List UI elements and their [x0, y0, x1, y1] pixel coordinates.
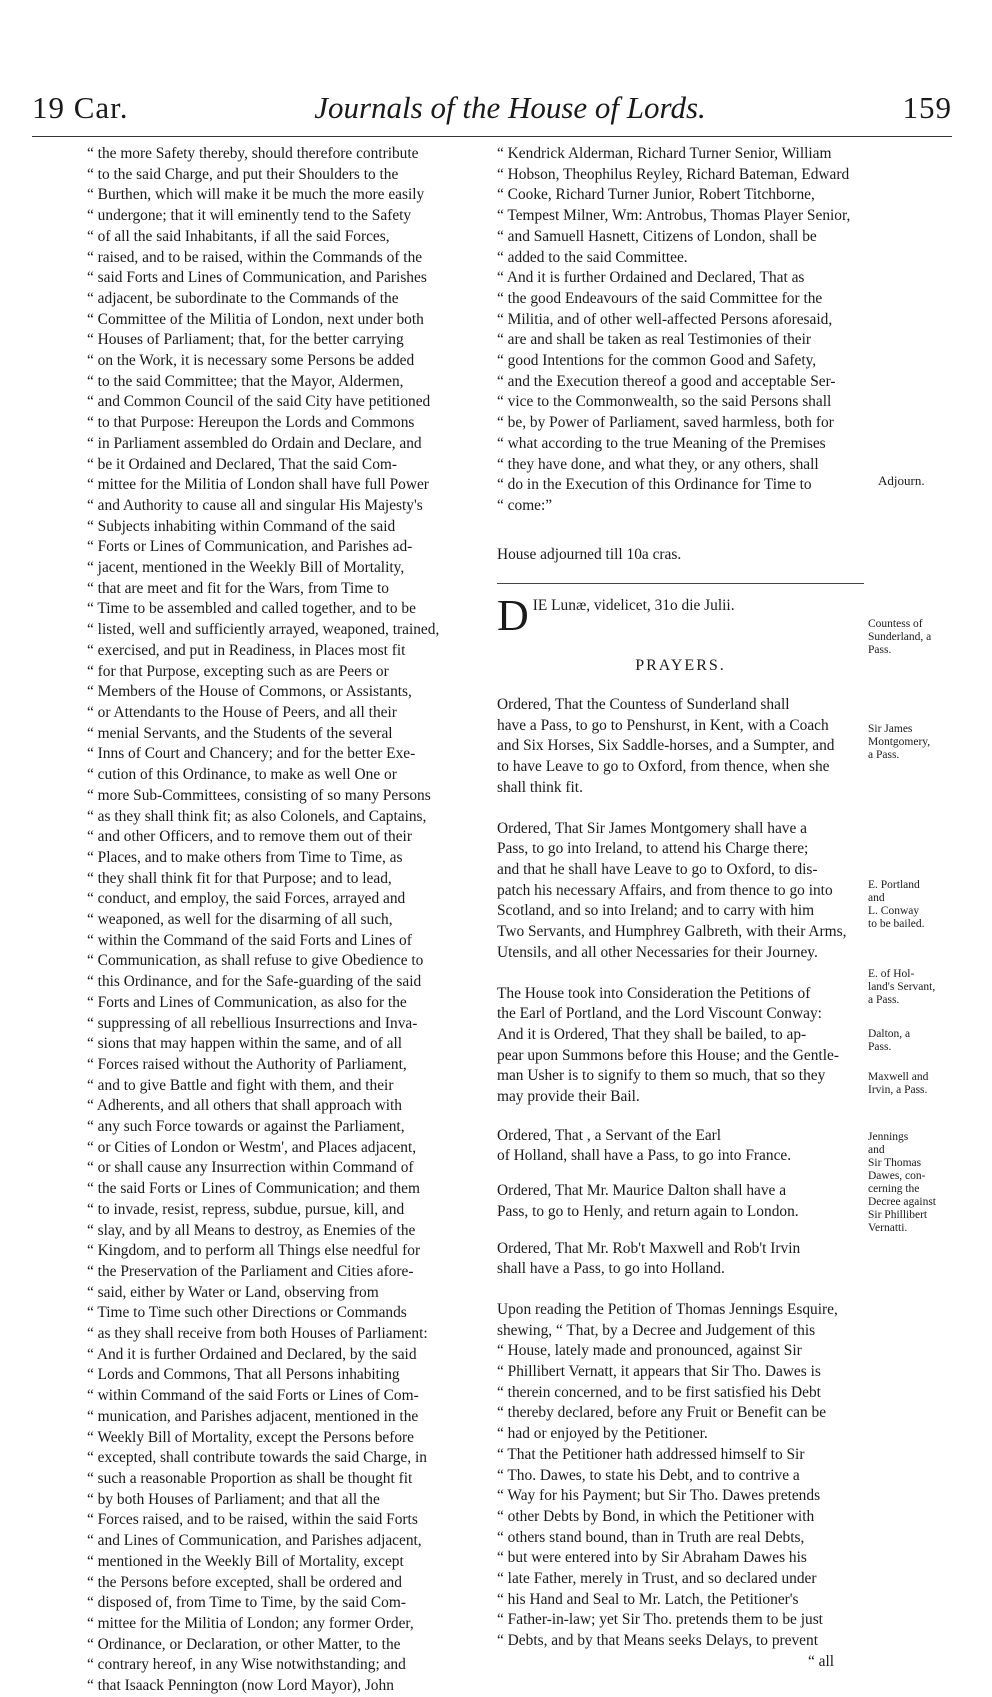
text-line: “ on the Work, it is necessary some Persons be added [87, 352, 415, 370]
text-line: “ this Ordinance, and for the Safe-guarding of the said [87, 973, 422, 991]
sitting-date-text: IE Lunæ, videlicet, 31o die Julii. [532, 597, 735, 615]
order-entry [497, 1126, 864, 1167]
text-line: Pass, to go to Henly, and return again to London. [497, 1202, 799, 1220]
text-line: “ exercised, and put in Readiness, in Places most fit [87, 641, 406, 659]
text-line: “ Time to be assembled and called together, and to be [87, 600, 416, 618]
drop-cap-letter: D [497, 591, 529, 641]
margin-note-adjourn: Adjourn. [878, 473, 925, 488]
text-line: “ what according to the true Meaning of the Premises [497, 434, 826, 452]
text-line: “ Ordinance, or Declaration, or other Matter, to the [87, 1635, 401, 1653]
margin-note-line: Irvin, a Pass. [868, 1084, 928, 1096]
text-line: “ are and shall be taken as real Testimonies of their [497, 331, 812, 349]
running-head-title: Journals of the House of Lords. [314, 90, 706, 125]
text-line: “ raised, and to be raised, within the Commands of the [87, 248, 423, 266]
text-line: “ or shall cause any Insurrection within Command of [87, 1159, 414, 1177]
text-line: “ Kingdom, and to perform all Things else needful for [87, 1242, 421, 1260]
right-column [497, 144, 864, 1673]
margin-note-line: Sir Thomas [868, 1157, 922, 1169]
margin-note-line: E. of Hol- [868, 968, 915, 980]
margin-note-sunderland [868, 618, 956, 657]
text-line: “ that are meet and fit for the Wars, from Time to [87, 579, 389, 597]
text-line: “ that Isaack Pennington (now Lord Mayor), John [87, 1677, 394, 1695]
text-line: “ the Persons before excepted, shall be ordered and [87, 1573, 402, 1591]
text-line: shall think fit. [497, 778, 583, 796]
text-line: “ Way for his Payment; but Sir Tho. Dawes pretends [497, 1487, 821, 1505]
margin-note-line: to be bailed. [868, 918, 925, 930]
text-line: Ordered, That , a Servant of the Earl [497, 1126, 722, 1144]
text-line: “ Houses of Parliament; that, for the better carrying [87, 331, 404, 349]
text-line: the Earl of Portland, and the Lord Viscount Conway: [497, 1005, 822, 1023]
text-line: “ others stand bound, than in Truth are real Debts, [497, 1528, 805, 1546]
text-line: “ such a reasonable Proportion as shall be thought fit [87, 1470, 413, 1487]
margin-note-dalton [868, 1028, 956, 1054]
text-line: “ as they shall receive from both Houses of Parliament: [87, 1325, 428, 1343]
text-line: Upon reading the Petition of Thomas Jennings Esquire, [497, 1300, 838, 1318]
text-line: “ Hobson, Theophilus Reyley, Richard Bateman, Edward [497, 165, 850, 183]
text-line: “ and to give Battle and fight with them, and their [87, 1076, 394, 1094]
text-line: “ excepted, shall contribute towards the said Charge, in [87, 1449, 427, 1467]
margin-note-portland-conway [868, 879, 956, 931]
text-line: patch his necessary Affairs, and from thence to go into [497, 881, 833, 899]
text-line: man Usher is to signify to them so much, that so they [497, 1067, 826, 1085]
text-line: to have Leave to go to Oxford, from thence, when she [497, 758, 830, 776]
text-line: “ mittee for the Militia of London shall have full Power [87, 476, 429, 494]
order-entry [497, 1239, 864, 1280]
text-line: “ weaponed, as well for the disarming of all such, [87, 911, 393, 929]
margin-note-line: a Pass. [868, 994, 900, 1006]
text-line: Ordered, That Mr. Rob't Maxwell and Rob't Irvin [497, 1239, 801, 1257]
text-line: “ Inns of Court and Chancery; and for the better Exe- [87, 745, 416, 763]
order-entry [497, 1181, 864, 1222]
text-line: “ his Hand and Seal to Mr. Latch, the Petitioner's [497, 1590, 799, 1608]
sitting-date [497, 591, 864, 641]
text-line: “ do in the Execution of this Ordinance for Time to [497, 476, 812, 494]
text-line: “ And it is further Ordained and Declared, by the said [87, 1345, 417, 1363]
margin-note-montgomery [868, 723, 956, 762]
text-line: “ come:” [497, 496, 553, 514]
text-line: “ of all the said Inhabitants, if all the said Forces, [87, 227, 390, 245]
text-line: of Holland, shall have a Pass, to go into France. [497, 1147, 792, 1165]
text-line: “ conduct, and employ, the said Forces, arrayed and [87, 890, 406, 908]
text-line: may provide their Bail. [497, 1088, 640, 1106]
text-line: “ Subjects inhabiting within Command of the said [87, 517, 396, 535]
text-line: “ said Forts and Lines of Communication, and Parishes [87, 269, 427, 287]
text-line: Ordered, That Mr. Maurice Dalton shall have a [497, 1182, 787, 1200]
margin-note-line: Dawes, con- [868, 1170, 926, 1182]
text-line: “ and other Officers, and to remove them out of their [87, 828, 412, 846]
text-line: “ Tho. Dawes, to state his Debt, and to contrive a [497, 1466, 800, 1484]
text-line: “ Forces raised without the Authority of Parliament, [87, 1055, 407, 1073]
text-line: “ but were entered into by Sir Abraham Dawes his [497, 1549, 807, 1567]
margin-note-line: and [868, 892, 885, 904]
text-line: Pass, to go into Ireland, to attend his Charge there; [497, 840, 809, 858]
order-entries [497, 695, 864, 1652]
text-line: “ within the Command of the said Forts and Lines of [87, 931, 412, 949]
text-line: “ said, either by Water or Land, observing from [87, 1283, 379, 1301]
text-line: “ contrary hereof, in any Wise notwithstanding; and [87, 1656, 406, 1674]
text-line: “ undergone; that it will eminently tend to the Safety [87, 207, 412, 225]
margin-note-maxwell-irvin [868, 1071, 956, 1097]
text-line: “ more Sub-Committees, consisting of so many Persons [87, 786, 431, 804]
order-entry [497, 984, 864, 1108]
text-line: “ and Lines of Communication, and Parishes adjacent, [87, 1532, 422, 1550]
text-line: “ Lords and Commons, That all Persons inhabiting [87, 1366, 400, 1384]
text-line: “ munication, and Parishes adjacent, mentioned in the [87, 1407, 419, 1425]
text-line: “ Militia, and of other well-affected Persons aforesaid, [497, 310, 833, 328]
margin-note-line: Sir Phillibert [868, 1209, 928, 1221]
text-line: “ and Common Council of the said City have petitioned [87, 393, 431, 411]
text-line: “ had or enjoyed by the Petitioner. [497, 1425, 708, 1443]
text-line: shall have a Pass, to go into Holland. [497, 1260, 725, 1278]
text-line: “ thereby declared, before any Fruit or Benefit can be [497, 1404, 827, 1422]
text-line: “ Places, and to make others from Time to Time, as [87, 848, 403, 866]
text-line: “ menial Servants, and the Students of the several [87, 724, 393, 742]
text-line: “ as they shall think fit; as also Colonels, and Captains, [87, 807, 427, 825]
margin-note-holland-servant [868, 968, 956, 1007]
text-line: “ the good Endeavours of the said Committee for the [497, 289, 823, 307]
text-line: The House took into Consideration the Petitions of [497, 984, 811, 1002]
margin-note-line: Montgomery, [868, 736, 931, 748]
prayers-heading: PRAYERS. [635, 657, 726, 675]
margin-note-line: cerning the [868, 1183, 920, 1195]
text-line: Scotland, and so into Ireland; and to carry with him [497, 902, 815, 920]
text-line: “ the said Forts or Lines of Communication; and them [87, 1180, 420, 1198]
text-line: “ be, by Power of Parliament, saved harmless, both for [497, 414, 834, 432]
catchword: “ all [807, 1652, 834, 1670]
text-line: Ordered, That the Countess of Sunderland shall [497, 696, 790, 714]
text-line: “ they have done, and what they, or any others, shall [497, 455, 819, 473]
margin-note-line: Vernatti. [868, 1222, 908, 1234]
text-line: “ to that Purpose: Hereupon the Lords and Commons [87, 414, 415, 432]
text-line: have a Pass, to go to Penshurst, in Kent, with a Coach [497, 716, 829, 734]
text-line: “ the Preservation of the Parliament and Cities afore- [87, 1262, 414, 1280]
margin-note-line: E. Portland [868, 879, 920, 891]
text-line: “ House, lately made and pronounced, against Sir [497, 1342, 802, 1360]
text-line: “ Forts and Lines of Communication, as also for the [87, 993, 407, 1011]
text-line: “ and Authority to cause all and singular His Majesty's [87, 496, 423, 514]
text-line: “ added to the said Committee. [497, 248, 688, 266]
text-line: pear upon Summons before this House; and the Gentle- [497, 1046, 839, 1064]
text-line: “ Phillibert Vernatt, it appears that Sir Tho. Dawes is [497, 1363, 821, 1381]
order-entry [497, 1300, 864, 1652]
text-line: “ listed, well and sufficiently arrayed, weaponed, trained, [87, 621, 440, 639]
text-line: “ other Debts by Bond, in which the Petitioner with [497, 1507, 815, 1525]
margin-note-line: a Pass. [868, 749, 900, 761]
text-line: Utensils, and all other Necessaries for their Journey. [497, 943, 818, 961]
text-line: “ by both Houses of Parliament; and that all the [87, 1490, 380, 1508]
text-line: “ And it is further Ordained and Declared, That as [497, 269, 805, 287]
text-line: “ Time to Time such other Directions or Commands [87, 1304, 407, 1322]
text-line: “ they shall think fit for that Purpose; and to lead, [87, 869, 392, 887]
text-line: “ for that Purpose, excepting such as are Peers or [87, 662, 389, 680]
text-line: “ Forces raised, and to be raised, within the said Forts [87, 1511, 418, 1529]
margin-note-line: Countess of [868, 618, 923, 630]
text-line: Ordered, That Sir James Montgomery shall have a [497, 819, 808, 837]
text-line: “ Tempest Milner, Wm: Antrobus, Thomas Player Senior, [497, 207, 851, 225]
text-line: “ late Father, merely in Trust, and so declared under [497, 1570, 817, 1588]
margin-note-line: Sunderland, a [868, 631, 932, 643]
margin-note-line: Decree against [868, 1196, 937, 1208]
text-line: “ Weekly Bill of Mortality, except the Persons before [87, 1428, 415, 1446]
margin-note-line: L. Conway [868, 905, 920, 917]
text-line: “ any such Force towards or against the Parliament, [87, 1118, 405, 1136]
margin-note-line: land's Servant, [868, 981, 936, 993]
margin-note-jennings-dawes [868, 1131, 956, 1235]
margin-note-line: Maxwell and [868, 1071, 929, 1083]
margin-note-line: and [868, 1144, 885, 1156]
text-line: “ in Parliament assembled do Ordain and Declare, and [87, 434, 422, 452]
text-line: “ slay, and by all Means to destroy, as Enemies of the [87, 1221, 416, 1239]
text-line: “ within Command of the said Forts or Lines of Com- [87, 1387, 419, 1405]
left-column-ordinance-text [87, 144, 477, 1697]
text-line: “ suppressing of all rebellious Insurrections and Inva- [87, 1014, 418, 1032]
text-line: “ Members of the House of Commons, or Assistants, [87, 683, 412, 701]
text-line: “ cution of this Ordinance, to make as well One or [87, 766, 397, 784]
order-entry [497, 695, 864, 799]
section-rule [497, 583, 864, 584]
text-line: And it is Ordered, That they shall be bailed, to ap- [497, 1025, 807, 1043]
text-line: “ adjacent, be subordinate to the Commands of the [87, 289, 399, 307]
text-line: “ Committee of the Militia of London, next under both [87, 310, 424, 328]
text-line: “ That the Petitioner hath addressed himself to Sir [497, 1445, 805, 1463]
text-line: “ Debts, and by that Means seeks Delays, to prevent [497, 1632, 818, 1650]
text-line: “ or Attendants to the House of Peers, and all their [87, 703, 397, 721]
page-number: 159 [902, 90, 952, 125]
text-line: “ mentioned in the Weekly Bill of Mortality, except [87, 1552, 404, 1570]
text-line: “ Communication, as shall refuse to give Obedience to [87, 952, 424, 970]
text-line: “ the more Safety thereby, should therefore contribute [87, 145, 419, 162]
margin-note-line: Dalton, a [868, 1028, 911, 1040]
margin-note-line: Sir James [868, 723, 913, 735]
text-line: “ to invade, resist, repress, subdue, pursue, kill, and [87, 1200, 405, 1218]
text-line: and Six Horses, Six Saddle-horses, and a Sumpter, and [497, 737, 835, 755]
text-line: “ good Intentions for the common Good and Safety, [497, 352, 817, 370]
text-line: “ sions that may happen within the same, and of all [87, 1035, 403, 1053]
text-line: “ Father-in-law; yet Sir Tho. pretends them to be just [497, 1611, 823, 1629]
running-head-regnal-year: 19 Car. [32, 90, 129, 125]
text-line: “ therein concerned, and to be first satisfied his Debt [497, 1383, 821, 1401]
text-line: “ and the Execution thereof a good and acceptable Ser- [497, 372, 836, 390]
text-line: “ to the said Charge, and put their Shoulders to the [87, 165, 399, 183]
text-line: Two Servants, and Humphrey Galbreth, with their Arms, [497, 923, 847, 941]
margin-note-line: Pass. [868, 644, 892, 656]
text-line: “ Forts or Lines of Communication, and Parishes ad- [87, 538, 413, 556]
header-rule [32, 136, 952, 137]
text-line: and that he shall have Leave to go to Oxford, to dis- [497, 860, 818, 878]
margin-note-line: Jennings [868, 1131, 909, 1143]
text-line: “ Kendrick Alderman, Richard Turner Senior, William [497, 145, 832, 162]
text-line: “ Burthen, which will make it be much the more easily [87, 186, 425, 204]
adjournment-line: House adjourned till 10a cras. [497, 545, 682, 563]
text-line: “ or Cities of London or Westm', and Places adjacent, [87, 1138, 417, 1156]
text-line: “ be it Ordained and Declared, That the said Com- [87, 455, 397, 473]
margin-note-line: Pass. [868, 1041, 892, 1053]
text-line: “ mittee for the Militia of London; any former Order, [87, 1614, 414, 1632]
order-entry [497, 819, 864, 964]
text-line: “ Cooke, Richard Turner Junior, Robert Titchborne, [497, 186, 815, 204]
text-line: “ Adherents, and all others that shall approach with [87, 1097, 402, 1115]
text-line: “ and Samuell Hasnett, Citizens of London, shall be [497, 227, 817, 245]
text-line: “ to the said Committee; that the Mayor, Aldermen, [87, 372, 404, 390]
text-line: shewing, “ That, by a Decree and Judgement of this [497, 1321, 816, 1339]
text-line: “ vice to the Commonwealth, so the said Persons shall [497, 393, 832, 411]
ordinance-conclusion [497, 144, 864, 517]
text-line: “ jacent, mentioned in the Weekly Bill of Mortality, [87, 559, 405, 577]
text-line: “ disposed of, from Time to Time, by the said Com- [87, 1594, 406, 1612]
